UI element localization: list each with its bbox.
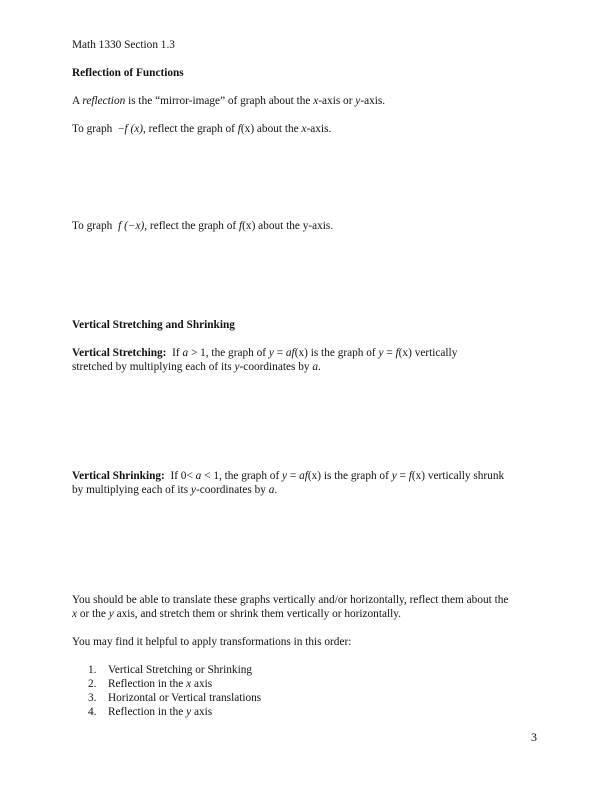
text: (x) [398,347,412,359]
text: If 0< [170,470,193,482]
text: You should be able to translate these graphs vertically and/or horizontally, reflect them about the [72,594,509,606]
text: To graph [72,123,113,135]
var-f: f [237,123,241,135]
stretch-heading-text: Vertical Stretching and Shrinking [72,319,235,331]
text: = [289,470,297,482]
list-text: axis [193,678,213,690]
list-number: 3. [88,692,97,704]
text: (x) [240,123,255,135]
var-y: y [186,706,192,718]
var-y: y [282,470,288,482]
var-y: y [268,347,274,359]
var-af: af [285,347,295,359]
text: is the graph of [323,470,389,482]
summary-paragraph [72,593,547,621]
list-number: 1. [88,664,97,676]
text: (x) [307,470,322,482]
var-f: f [408,470,412,482]
text: vertically [414,347,458,359]
list-item [72,705,372,719]
text: (x) [411,470,426,482]
list-item [72,663,372,677]
list-item [72,677,372,691]
text: You may find it helpful to apply transformations in this order: [72,636,352,648]
transformation-order-list [72,663,372,719]
text: by multiplying each of its [72,484,189,496]
list-text: Horizontal or Vertical translations [108,692,262,704]
reflection-heading [72,66,542,80]
var-x: x [301,123,307,135]
expr-args: (−x) [124,220,145,232]
var-x: x [313,95,319,107]
var-x: x [186,678,192,690]
var-x: x [72,608,78,620]
expr-args: (x) [130,123,144,135]
text: If [172,347,180,359]
text: is the graph of [310,347,376,359]
reflection-y-rule [72,219,542,233]
reflection-x-rule [72,122,542,136]
text: > 1, the graph of [190,347,267,359]
text: = [386,347,393,359]
text: -coordinates by [195,484,266,496]
var-af: af [299,470,308,482]
list-item [72,691,372,705]
list-text: Reflection in the [108,706,184,718]
course-title: Math 1330 Section 1.3 [72,39,175,51]
list-number: 4. [88,706,97,718]
list-number: 2. [88,678,97,690]
reflection-heading-text: Reflection of Functions [72,67,184,79]
expr-neg-f [118,123,143,135]
list-text: Vertical Stretching or Shrinking [108,664,253,676]
var-a: a [268,484,275,496]
reflection-definition [72,94,542,108]
text: < 1, the graph of [204,470,280,482]
text: or the [79,608,106,620]
course-header [72,38,542,52]
var-f: f [118,220,122,232]
text: = [276,347,284,359]
text: about the [256,123,299,135]
var-f: f [124,123,128,135]
var-f: f [395,347,399,359]
list-text: Reflection in the [108,678,184,690]
text: vertically shrunk [427,470,505,482]
minus-sign: − [118,123,125,135]
text: , reflect the graph of [144,220,237,232]
vertical-shrinking-rule [72,469,542,497]
order-intro [72,635,542,649]
var-y: y [378,347,384,359]
term-reflection: reflection [82,95,126,107]
vertical-stretching-rule [72,346,542,374]
shrinking-label: Vertical Shrinking: [72,470,165,482]
text: is the “mirror-image” of graph about the [128,95,311,107]
var-a: a [195,470,202,482]
page-number: 3 [531,730,537,744]
text: , reflect the graph of [143,123,235,135]
text: axis, and stretch them or shrink them vertically or horizontally. [116,608,401,620]
text: To graph [72,220,113,232]
text: -axis. [360,95,386,107]
var-a: a [182,347,189,359]
text: . [274,484,278,496]
text: = [399,470,406,482]
text: (x) [242,220,256,232]
var-y: y [108,608,114,620]
var-y: y [190,484,196,496]
text: -coordinates by [239,361,310,373]
text: . [318,361,321,373]
text: -axis. [306,123,332,135]
var-y: y [391,470,397,482]
var-f: f [239,220,243,232]
text: -axis or [318,95,353,107]
text: A [72,95,80,107]
expr-f-neg-x [118,220,144,232]
text: about the y-axis. [258,220,334,232]
stretching-label: Vertical Stretching: [72,347,167,359]
list-text: axis [193,706,213,718]
stretch-heading [72,318,542,332]
text: (x) [294,347,308,359]
var-a: a [312,361,318,373]
var-y: y [234,361,240,373]
text: stretched by multiplying each of its [72,361,232,373]
var-y: y [355,95,361,107]
